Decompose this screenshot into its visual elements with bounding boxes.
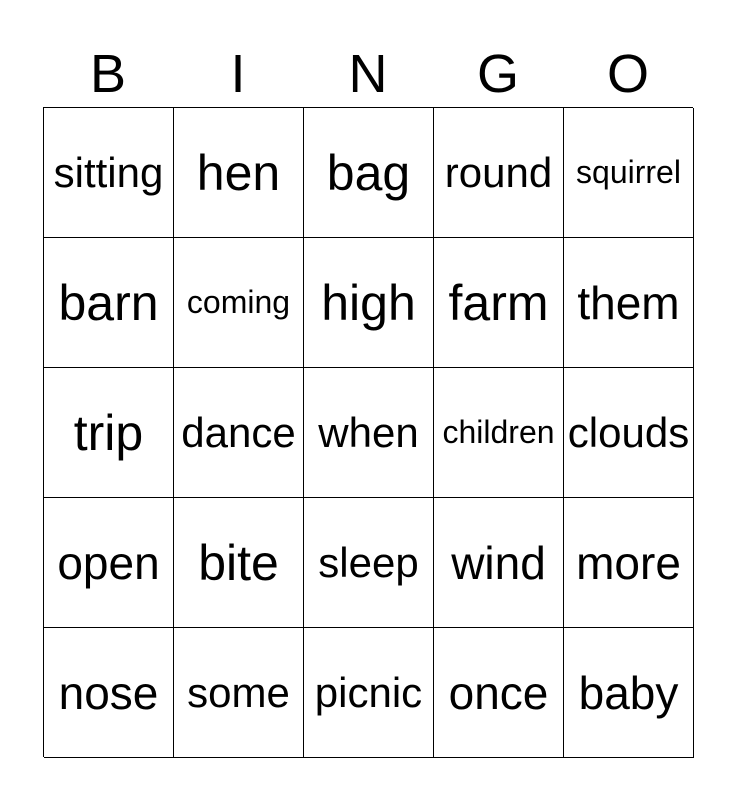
bingo-cell[interactable]: hen xyxy=(174,108,304,238)
header-letter-i: I xyxy=(230,44,246,104)
bingo-cell[interactable]: wind xyxy=(434,498,564,628)
header-letter-o: O xyxy=(606,44,649,104)
bingo-header xyxy=(43,40,693,108)
header-letter-b: B xyxy=(89,44,127,104)
bingo-cell[interactable]: baby xyxy=(564,628,694,758)
header-letter-g: G xyxy=(476,44,519,104)
bingo-cell[interactable]: open xyxy=(44,498,174,628)
bingo-board xyxy=(43,107,693,757)
bingo-cell[interactable]: more xyxy=(564,498,694,628)
bingo-cell[interactable]: once xyxy=(434,628,564,758)
bingo-cell[interactable]: when xyxy=(304,368,434,498)
bingo-cell[interactable]: farm xyxy=(434,238,564,368)
bingo-cell[interactable]: dance xyxy=(174,368,304,498)
header-letter-n: N xyxy=(348,44,388,104)
bingo-cell[interactable]: barn xyxy=(44,238,174,368)
bingo-cell[interactable]: some xyxy=(174,628,304,758)
bingo-cell[interactable]: sitting xyxy=(44,108,174,238)
bingo-cell[interactable]: round xyxy=(434,108,564,238)
bingo-cell[interactable]: high xyxy=(304,238,434,368)
bingo-cell[interactable]: clouds xyxy=(564,368,694,498)
bingo-cell[interactable]: coming xyxy=(174,238,304,368)
bingo-cell[interactable]: nose xyxy=(44,628,174,758)
bingo-cell[interactable]: them xyxy=(564,238,694,368)
bingo-cell[interactable]: children xyxy=(434,368,564,498)
bingo-cell[interactable]: trip xyxy=(44,368,174,498)
bingo-cell[interactable]: picnic xyxy=(304,628,434,758)
bingo-cell[interactable]: squirrel xyxy=(564,108,694,238)
bingo-cell[interactable]: bag xyxy=(304,108,434,238)
bingo-cell[interactable]: sleep xyxy=(304,498,434,628)
bingo-cell[interactable]: bite xyxy=(174,498,304,628)
